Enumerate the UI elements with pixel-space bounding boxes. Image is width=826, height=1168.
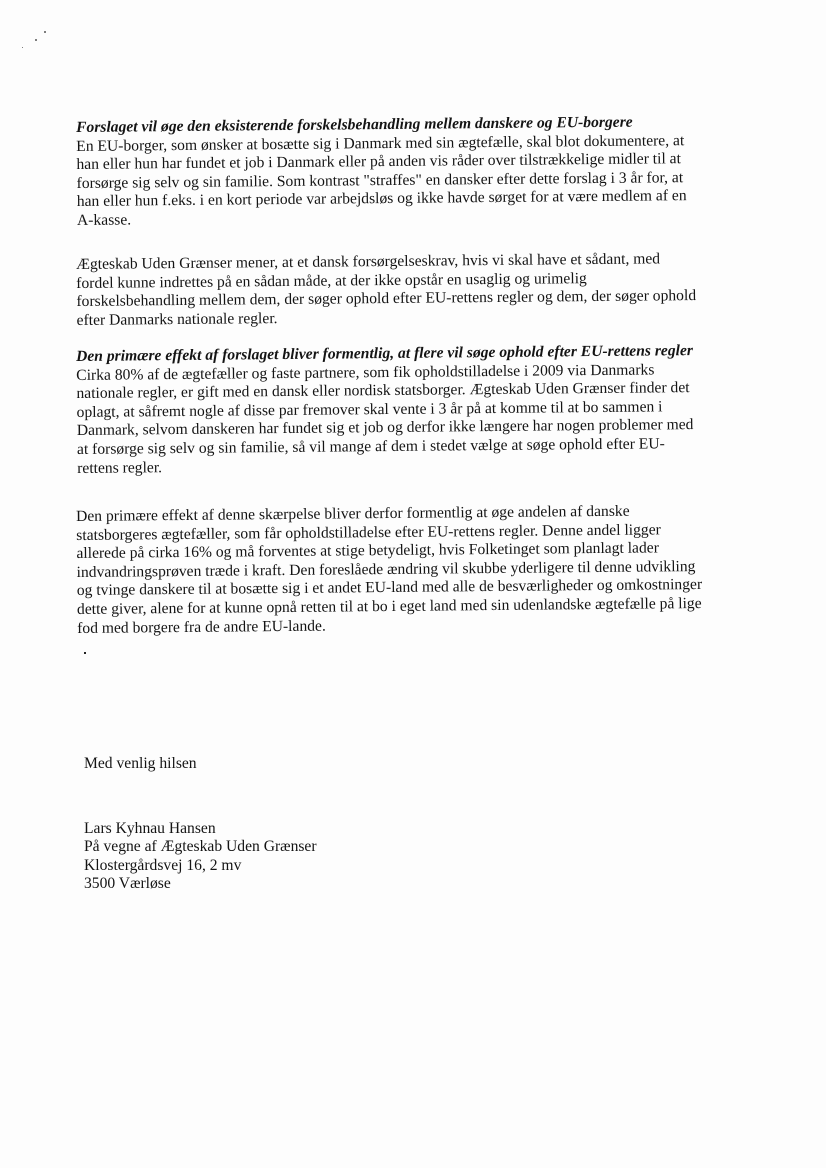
stray-dot <box>84 652 86 654</box>
scan-speck <box>22 47 23 48</box>
text-line: statsborgeres ægtefæller, som får opholdstilladelse efter EU-rettens regler. Denne andel ligger <box>76 520 661 544</box>
sender-name: Lars Kyhnau Hansen <box>84 820 216 837</box>
text-line: A-kasse. <box>76 211 132 229</box>
text-line: han eller hun har fundet et job i Danmark eller på anden vis råder over tilstrækkelige midler til at <box>76 150 681 174</box>
scan-speck <box>44 31 46 33</box>
text-line: fod med borgere fra de andre EU-lande. <box>77 617 326 637</box>
text-line: fordel kunne indrettes på en sådan måde, at der ikke opstår en usaglig og urimelig <box>76 269 587 292</box>
section-heading: Forslaget vil øge den eksisterende forskelsbehandling mellem danskere og EU-borgere <box>76 113 633 136</box>
text-line: han eller hun f.eks. i en kort periode var arbejdsløs og ikke havde sørget for at være medlem af en <box>76 187 687 211</box>
section-forskelsbehandling-opinion <box>76 249 757 330</box>
text-line: Den primære effekt af denne skærpelse bliver derfor formentlig at øge andelen af danske <box>76 502 630 525</box>
text-line: rettens regler. <box>77 458 163 477</box>
text-line: Danmark, selvom danskeren har fundet sig et job og derfor ikke længere har nogen problemer med <box>76 416 694 440</box>
paragraph <box>76 501 757 638</box>
text-line: efter Danmarks nationale regler. <box>76 309 278 329</box>
text-line: forsørge sig selv og sin familie. Som kontrast "straffes" en dansker efter dette forslag i 3 år for, at <box>76 168 684 192</box>
text-line: En EU-borger, som ønsker at bosætte sig i Danmark med sin ægtefælle, skal blot dokumentere, at <box>76 131 685 155</box>
closing-greeting: Med venlig hilsen <box>84 755 197 772</box>
sender-organization: På vegne af Ægteskab Uden Grænser <box>84 838 317 856</box>
sender-city: 3500 Værløse <box>84 875 171 893</box>
scan-speck <box>35 39 37 41</box>
signature-block <box>84 820 317 894</box>
text-line: dette giver, alene for at kunne opnå retten til at bo i eget land med sin udenlandske ægtefælle på lige <box>76 594 702 618</box>
text-line: og tvinge danskere til at bosætte sig i et andet EU-land med alle de besværligheder og omkostninger <box>76 576 703 600</box>
paragraph <box>76 360 757 478</box>
text-line: forskelsbehandling mellem dem, der søger ophold efter EU-rettens regler og dem, der søger ophold <box>76 287 697 311</box>
text-line: indvandringsprøven træde i kraft. Den foreslåede ændring vil skubbe yderligere til denne udvikling <box>76 557 696 581</box>
paragraph <box>76 249 757 330</box>
section-primaer-effekt-consequence <box>76 501 757 638</box>
text-line: allerede på cirka 16% og må forventes at stige betydeligt, hvis Folketinget som planlagt lader <box>76 539 659 563</box>
section-primaer-effekt <box>76 341 757 478</box>
text-line: nationale regler, er gift med en dansk eller nordisk statsborger. Ægteskab Uden Grænser finder det <box>76 379 690 403</box>
text-line: oplagt, at såfremt nogle af disse par fremover skal vente i 3 år på at komme til at bo sammen i <box>76 398 663 421</box>
text-line: Ægteskab Uden Grænser mener, at et dansk forsørgelseskrav, hvis vi skal have et sådant, med <box>76 250 661 273</box>
section-heading: Den primære effekt af forslaget bliver formentlig, at flere vil søge ophold efter EU-rettens regler <box>76 342 694 365</box>
text-line: at forsørge sig selv og sin familie, så vil mange af dem i stedet vælge at søge ophold efter EU- <box>76 435 665 458</box>
section-forskelsbehandling <box>76 112 757 230</box>
text-line: Cirka 80% af de ægtefæller og faste partnere, som fik opholdstilladelse i 2009 via Danmarks <box>76 361 655 384</box>
sender-street: Klostergårdsvej 16, 2 mv <box>84 856 242 874</box>
paragraph <box>76 131 757 230</box>
